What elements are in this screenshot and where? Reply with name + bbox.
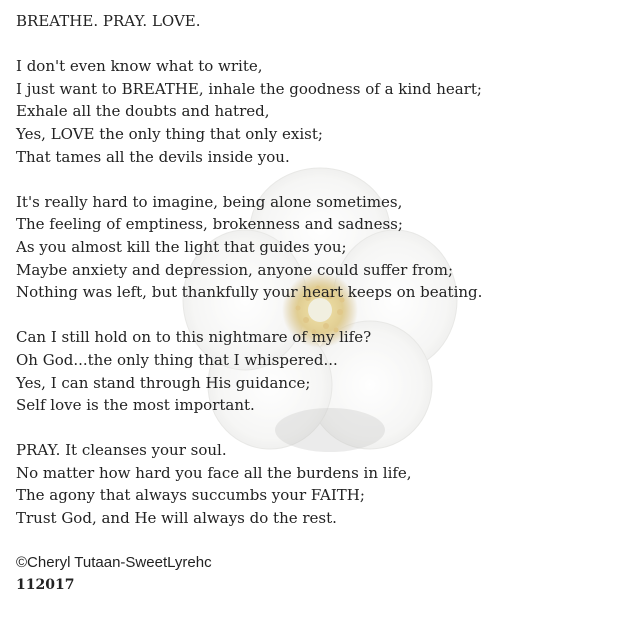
poem-line: PRAY. It cleanses your soul. bbox=[16, 441, 227, 460]
author-credit: ©Cheryl Tutaan-SweetLyrehc bbox=[16, 554, 212, 572]
poem-line: Yes, I can stand through His guidance; bbox=[16, 373, 311, 392]
credit bbox=[16, 552, 626, 596]
poem-date: 112017 bbox=[16, 577, 75, 594]
poem-line: Yes, LOVE the only thing that only exist; bbox=[16, 124, 323, 143]
stanza-4 bbox=[16, 439, 626, 529]
poem-line: Oh God...the only thing that I whispered... bbox=[16, 350, 338, 369]
stanza-1 bbox=[16, 55, 626, 168]
poem-title: BREATHE. PRAY. LOVE. bbox=[16, 12, 201, 30]
poem-line: I just want to BREATHE, inhale the goodness of a kind heart; bbox=[16, 79, 482, 98]
stanza-2 bbox=[16, 191, 626, 304]
poem-line: The agony that always succumbs your FAITH; bbox=[16, 486, 365, 505]
poem-line: Can I still hold on to this nightmare of my life? bbox=[16, 328, 372, 347]
poem-line: I don't even know what to write, bbox=[16, 57, 263, 76]
stanza-3 bbox=[16, 326, 626, 416]
poem-text bbox=[16, 10, 626, 596]
poem-line: It's really hard to imagine, being alone sometimes, bbox=[16, 192, 403, 211]
poem-line: Trust God, and He will always do the rest. bbox=[16, 509, 337, 528]
poem-line: No matter how hard you face all the burdens in life, bbox=[16, 463, 412, 482]
poem-line: The feeling of emptiness, brokenness and sadness; bbox=[16, 215, 403, 234]
poem-line: That tames all the devils inside you. bbox=[16, 147, 290, 166]
poem-line: Nothing was left, but thankfully your heart keeps on beating. bbox=[16, 283, 483, 302]
poem-line: Maybe anxiety and depression, anyone could suffer from; bbox=[16, 260, 454, 279]
poem-line: As you almost kill the light that guides you; bbox=[16, 237, 347, 256]
poem-line: Self love is the most important. bbox=[16, 396, 255, 415]
poem-line: Exhale all the doubts and hatred, bbox=[16, 102, 270, 121]
